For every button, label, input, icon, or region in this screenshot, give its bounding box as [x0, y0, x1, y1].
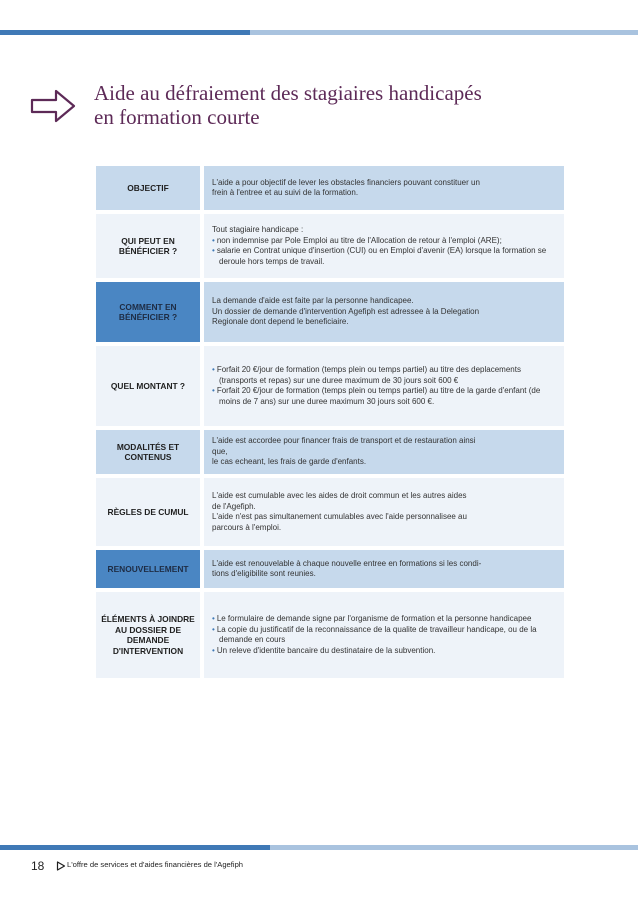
- row-content-elements: [204, 592, 564, 678]
- row-label-comment: COMMENT EN BÉNÉFICIER ?: [96, 282, 204, 342]
- row-label-cumul: RÈGLES DE CUMUL: [96, 478, 204, 546]
- aid-info-table: [96, 166, 564, 678]
- table-row-montant: [96, 346, 564, 426]
- content-line: L'aide est renouvelable à chaque nouvelle entree en formations si les condi-: [212, 558, 482, 568]
- triangle-right-outline-icon: [56, 861, 66, 871]
- content-bullet: • non indemnise par Pole Emploi au titre de l'Allocation de retour à l'emploi (ARE);: [212, 236, 554, 247]
- row-label-modalites: MODALITÉS ET CONTENUS: [96, 430, 204, 474]
- row-label-objectif: OBJECTIF: [96, 166, 204, 210]
- arrow-right-outline-icon: [30, 88, 78, 124]
- table-row-qui-peut: [96, 214, 564, 278]
- title-line-2: en formation courte: [94, 105, 260, 129]
- content-line: le cas echeant, les frais de garde d'enfants.: [212, 457, 367, 467]
- title-line-1: Aide au défraiement des stagiaires handicapés: [94, 81, 482, 105]
- content-intro: Tout stagiaire handicape :: [212, 225, 304, 234]
- content-line: L'aide n'est pas simultanement cumulables avec l'aide personnalisee au: [212, 512, 467, 521]
- table-row-renouvellement: [96, 550, 564, 588]
- content-bullet: • Forfait 20 €/jour de formation (temps plein ou temps partiel) au titre de la garde d'enfant (de moins de 7 ans) sur une duree maximum 30 jours soit 600 €.: [212, 386, 554, 407]
- row-label-renouvellement: RENOUVELLEMENT: [96, 550, 204, 588]
- content-line: de l'Agefiph.: [212, 501, 256, 511]
- content-line: L'aide est cumulable avec les aides de droit commun et les autres aides: [212, 491, 467, 500]
- content-line: parcours à l'emploi.: [212, 522, 282, 532]
- row-label-montant: QUEL MONTANT ?: [96, 346, 204, 426]
- page-number: 18: [31, 859, 45, 873]
- top-band-dark: [0, 30, 250, 35]
- row-content-modalites: [204, 430, 564, 474]
- row-content-objectif: [204, 166, 564, 210]
- content-line: Regionale dont depend le beneficiaire.: [212, 317, 349, 327]
- row-content-renouvellement: [204, 550, 564, 588]
- content-line: L'aide a pour objectif de lever les obstacles financiers pouvant constituer un: [212, 177, 480, 187]
- row-label-elements: ÉLÉMENTS À JOINDRE AU DOSSIER DE DEMANDE D'INTERVENTION: [96, 592, 204, 678]
- bottom-band-light: [270, 845, 638, 850]
- top-band-light: [250, 30, 638, 35]
- row-content-qui-peut: [204, 214, 564, 278]
- content-line: frein à l'entree et au suivi de la formation.: [212, 188, 359, 197]
- content-bullet: • Forfait 20 €/jour de formation (temps plein ou temps partiel) au titre des deplacements (transports et repas) sur une duree maximum de 30 jours soit 600 €: [212, 365, 554, 386]
- row-content-montant: [204, 346, 564, 426]
- footer-text: L'offre de services et d'aides financières de l'Agefiph: [67, 860, 244, 869]
- page-title: [94, 81, 574, 129]
- row-content-comment: [204, 282, 564, 342]
- content-line: La demande d'aide est faite par la personne handicapee.: [212, 296, 414, 306]
- content-line: L'aide est accordee pour financer frais de transport et de restauration ainsi: [212, 436, 476, 446]
- table-row-comment: [96, 282, 564, 342]
- content-bullet: • La copie du justificatif de la reconnaissance de la qualite de travailleur handicape, ou de la demande en cours: [212, 625, 554, 646]
- content-bullet: • Le formulaire de demande signe par l'organisme de formation et la personne handicapee: [212, 614, 554, 625]
- content-bullet: • Un releve d'identite bancaire du destinataire de la subvention.: [212, 646, 554, 657]
- table-row-objectif: [96, 166, 564, 210]
- content-line: que,: [212, 446, 228, 456]
- content-line: tions d'eligibilite sont reunies.: [212, 569, 316, 578]
- row-content-cumul: [204, 478, 564, 546]
- table-row-cumul: [96, 478, 564, 546]
- row-label-qui-peut: QUI PEUT EN BÉNÉFICIER ?: [96, 214, 204, 278]
- content-bullet: • salarie en Contrat unique d'insertion (CUI) ou en Emploi d'avenir (EA) lorsque la formation se deroule hors temps de travail.: [212, 246, 554, 267]
- content-line: Un dossier de demande d'intervention Agefiph est adressee à la Delegation: [212, 306, 480, 316]
- table-row-modalites: [96, 430, 564, 474]
- table-row-elements: [96, 592, 564, 678]
- bottom-band-dark: [0, 845, 270, 850]
